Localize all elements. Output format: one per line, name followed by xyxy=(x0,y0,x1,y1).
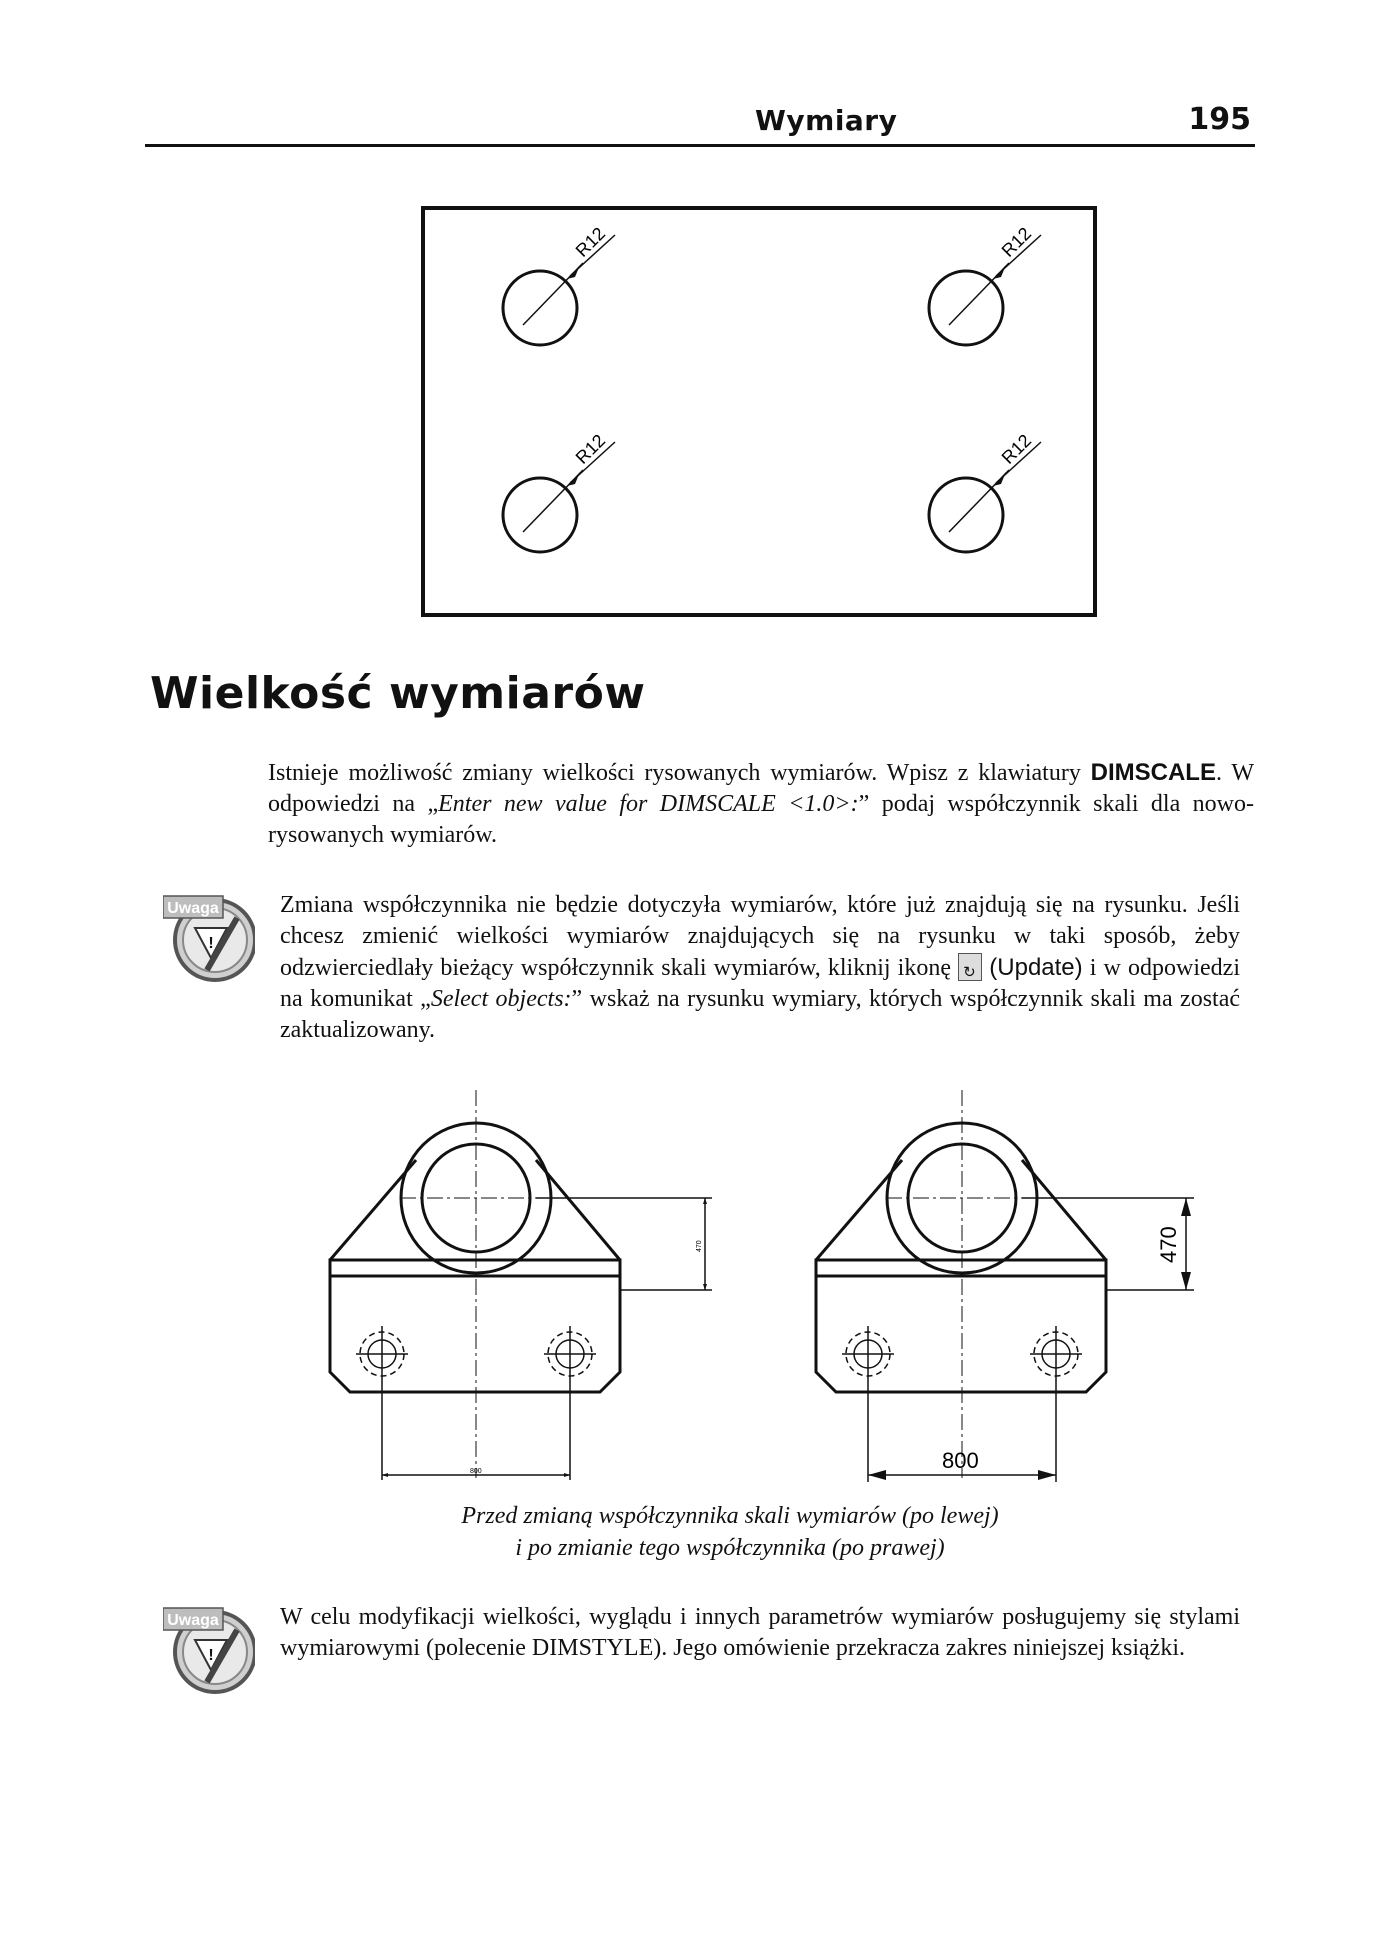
note-text: ” wskaż na rysunku wymiary, których współczynnik skali ma zostać zaktualizowany. xyxy=(280,986,1241,1043)
page-number: 195 xyxy=(1188,102,1251,137)
section-title: Wielkość wymiarów xyxy=(150,668,646,719)
select-objects-prompt: Select objects: xyxy=(430,986,572,1012)
paragraph-text: ” podaj współczynnik skali dla nowo-rysowanych wymiarów. xyxy=(268,791,1254,848)
caption-line: i po zmianie tego współczynnika (po prawej) xyxy=(515,1535,945,1561)
note-text: Zmiana współczynnika nie będzie dotyczyła wymiarów, które już znajdują się na rysunku. Jeśli chcesz zmienić wielkości wymiarów znajdujących się na rysunku w taki sposób, żeby odzwierciedlały bieżący współczynnik skali wymiarów, kliknij ikonę xyxy=(280,892,1240,981)
dimension-label-large-horizontal: 800 xyxy=(942,1448,979,1473)
radius-label: R12 xyxy=(997,223,1036,261)
page-header xyxy=(145,100,1255,147)
update-button-label: (Update) xyxy=(989,954,1083,981)
hole-top-left xyxy=(503,223,615,345)
note-paragraph: W celu modyfikacji wielkości, wyglądu i innych parametrów wymiarów posługujemy się stylami wymiarowymi (polecenie DIMSTYLE). Jego omówienie przekracza zakres niniejszej książki. xyxy=(280,1604,1240,1661)
dimension-label-small-vertical: 470 xyxy=(696,1240,703,1252)
paragraph-text: . W odpowiedzi na „ xyxy=(268,760,1254,817)
bracket-before xyxy=(330,1090,712,1480)
radius-label: R12 xyxy=(571,430,610,468)
command-prompt: Enter new value for DIMSCALE <1.0>: xyxy=(438,791,859,817)
dimscale-comparison-drawing xyxy=(320,1090,1220,1490)
svg-text:!: ! xyxy=(208,1647,214,1664)
command-name: DIMSCALE xyxy=(1090,759,1216,786)
update-dimension-icon[interactable] xyxy=(958,953,982,981)
bracket-after xyxy=(816,1090,1194,1482)
dimension-label-small-horizontal: 800 xyxy=(470,1468,482,1475)
note-text: i w odpowiedzi na komunikat „ xyxy=(280,955,1240,1012)
radius-label: R12 xyxy=(571,223,610,261)
svg-text:!: ! xyxy=(208,935,214,952)
intro-paragraph xyxy=(268,757,1254,851)
uwaga-note-icon xyxy=(163,1600,255,1700)
hole-top-right xyxy=(929,223,1041,345)
dimension-label-large-vertical: 470 xyxy=(1156,1226,1181,1263)
uwaga-label: Uwaga xyxy=(167,900,219,917)
note-paragraph xyxy=(280,890,1240,1046)
plate-drawing xyxy=(420,205,1100,625)
uwaga-label: Uwaga xyxy=(167,1612,219,1629)
hole-bottom-left xyxy=(503,430,615,552)
caption-line: Przed zmianą współczynnika skali wymiarów (po lewej) xyxy=(461,1503,999,1529)
chapter-title: Wymiary xyxy=(755,104,898,137)
figure-caption xyxy=(300,1500,1160,1564)
uwaga-note-icon xyxy=(163,888,255,988)
paragraph-text: Istnieje możliwość zmiany wielkości rysowanych wymiarów. Wpisz z klawiatury xyxy=(268,760,1091,786)
hole-bottom-right xyxy=(929,430,1041,552)
radius-label: R12 xyxy=(997,430,1036,468)
